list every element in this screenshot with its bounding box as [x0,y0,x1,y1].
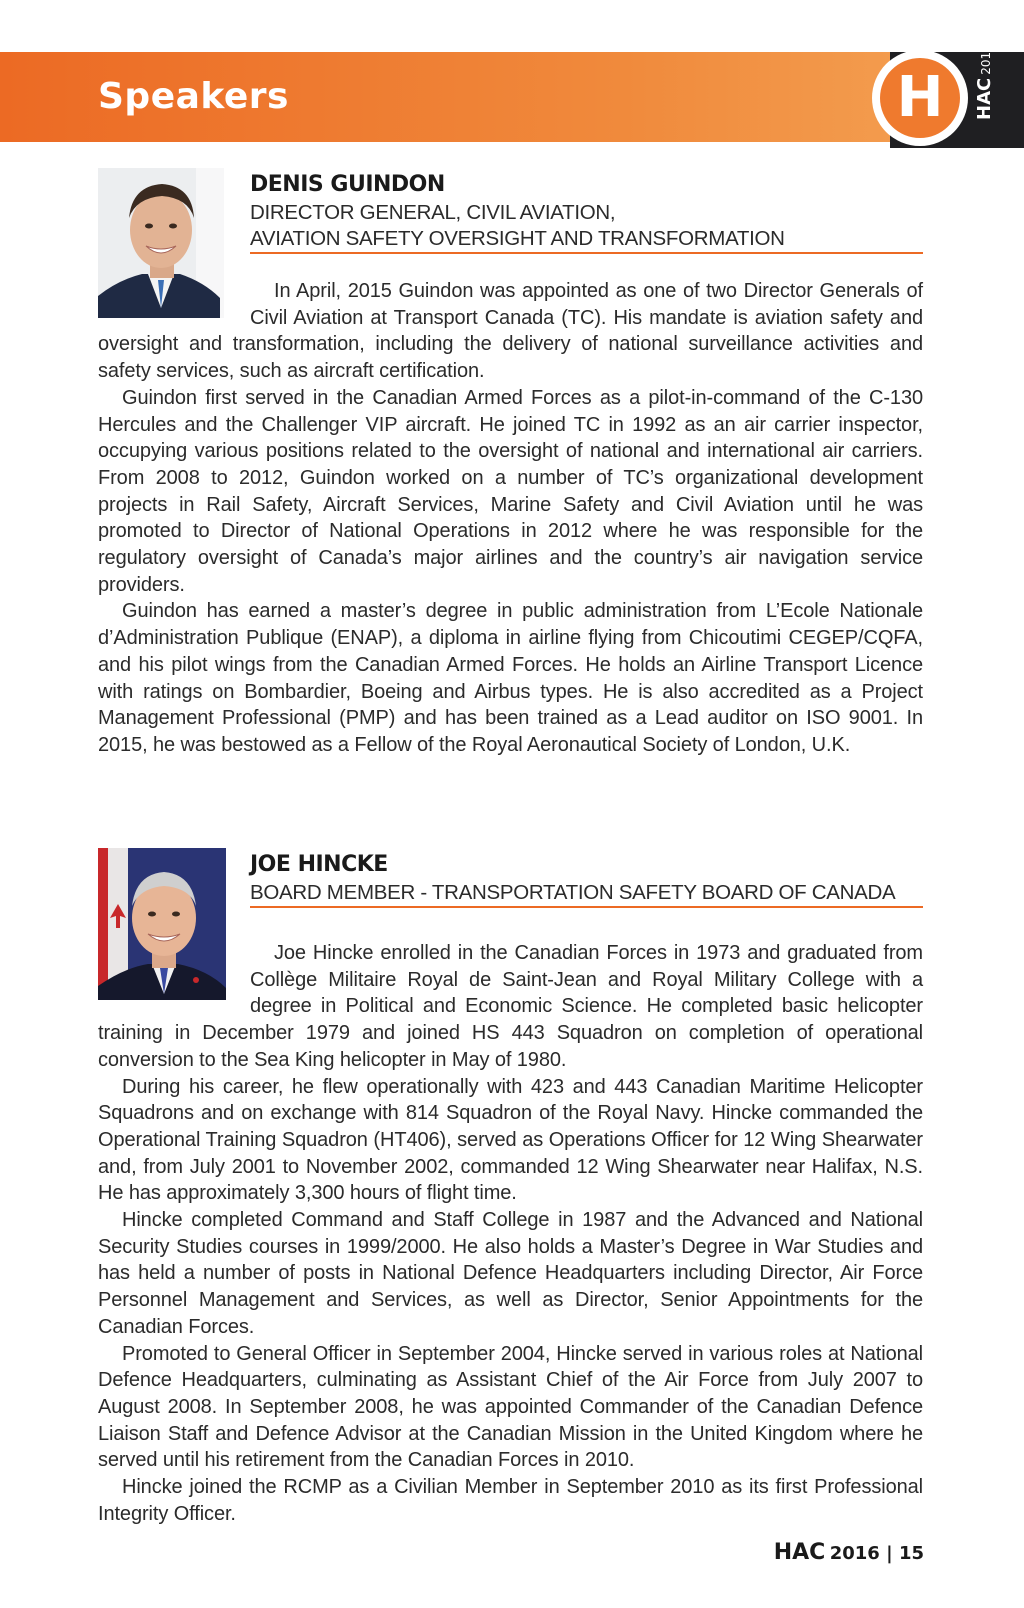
section-title: Speakers [98,76,289,117]
speaker-bio [98,940,923,1527]
bio-paragraph: Guindon has earned a master’s degree in public administration from L’Ecole Nationale d’Administration Publique (ENAP), a diploma in airline flying from Chicoutimi CEGEP/CQFA, and his pilot wings from the Canadian Armed Forces. He holds an Airline Transport Licence with ratings on Bombardier, Boeing and Airbus types. He is also accredited as a Project Management Professional (PMP) and has been trained as a Lead auditor on ISO 9001. In 2015, he was bestowed as a Fellow of the Royal Aeronautical Society of London, U.K. [98,600,923,756]
side-label-org: HAC [974,77,995,120]
speaker-bio [98,278,923,759]
photo-wrap-spacer [98,940,250,1020]
bio-paragraph: Promoted to General Officer in September 2004, Hincke served in various roles at National Defence Headquarters, culminating as Assistant Chief of the Air Force from July 2007 to August 2008. In September 2008, he was appointed Commander of the Canadian Defence Liaison Staff and Defence Advisor at the Canadian Mission in the United Kingdom where he served until his retirement from the Canadian Forces in 2010. [98,1342,923,1472]
speaker-title-line1: BOARD MEMBER - TRANSPORTATION SAFETY BOARD OF CANADA [250,881,896,904]
footer-org: HAC [773,1540,826,1565]
bio-paragraph: During his career, he flew operationally with 423 and 443 Canadian Maritime Helicopter Squadrons and on exchange with 814 Squadron of the Royal Navy. Hincke commanded the Operational Training Squadron (HT406), served as Operations Officer for 12 Wing Shearwater and, from July 2001 to November 2002, commanded 12 Wing Shearwater near Halifax, N.S. He has approximately 3,300 hours of flight time. [98,1075,923,1205]
page-footer [770,1540,924,1565]
speaker-title-line1: DIRECTOR GENERAL, CIVIL AVIATION, [250,201,616,224]
speaker-title-line2: AVIATION SAFETY OVERSIGHT AND TRANSFORMATION [250,227,785,250]
divider-rule [250,252,923,254]
footer-year-page: 2016 | 15 [829,1543,924,1564]
bio-paragraph: Hincke completed Command and Staff College in 1987 and the Advanced and National Security Studies courses in 1999/2000. He also holds a Master’s Degree in War Studies and has held a number of posts in National Defence Headquarters including Director, Air Force Personnel Management and Services, as well as Director, Senior Appointments for the Canadian Forces. [98,1209,923,1338]
hac-logo-icon [880,58,960,138]
speaker-name: DENIS GUINDON [250,172,445,197]
logo-letter: H [896,65,944,130]
bio-paragraph: Hincke joined the RCMP as a Civilian Member in September 2010 as its first Professional Integrity Officer. [98,1476,923,1525]
divider-rule [250,906,923,908]
speaker-name: JOE HINCKE [250,852,388,877]
side-label-year: 2016 [979,44,993,75]
bio-paragraph: Joe Hincke enrolled in the Canadian Forces in 1973 and graduated from Collège Militaire Royal de Saint-Jean and Royal Military College with a degree in Political and Economic Science. He completed basic helicopter training in December 1979 and joined HS 443 Squadron on completion of operational conversion to the Sea King helicopter in May of 1980. [98,942,923,1071]
side-label [974,44,995,120]
bio-paragraph: Guindon first served in the Canadian Armed Forces as a pilot-in-command of the C-130 Hercules and the Challenger VIP aircraft. He joined TC in 1992 as an air carrier inspector, occupying various positions related to the oversight of national and international air carriers. From 2008 to 2012, Guindon worked on a number of TC’s organizational development projects in Rail Safety, Aircraft Services, Marine Safety and Civil Aviation until he was promoted to Director of National Operations in 2012 where he was responsible for the regulatory oversight of Canada’s major airlines and the country’s air navigation service providers. [98,386,923,596]
bio-paragraph: In April, 2015 Guindon was appointed as one of two Director Generals of Civil Aviation at Transport Canada (TC). His mandate is aviation safety and oversight and transformation, including the delivery of national surveillance activities and safety services, such as aircraft certification. [98,280,923,383]
photo-wrap-spacer [98,278,250,330]
